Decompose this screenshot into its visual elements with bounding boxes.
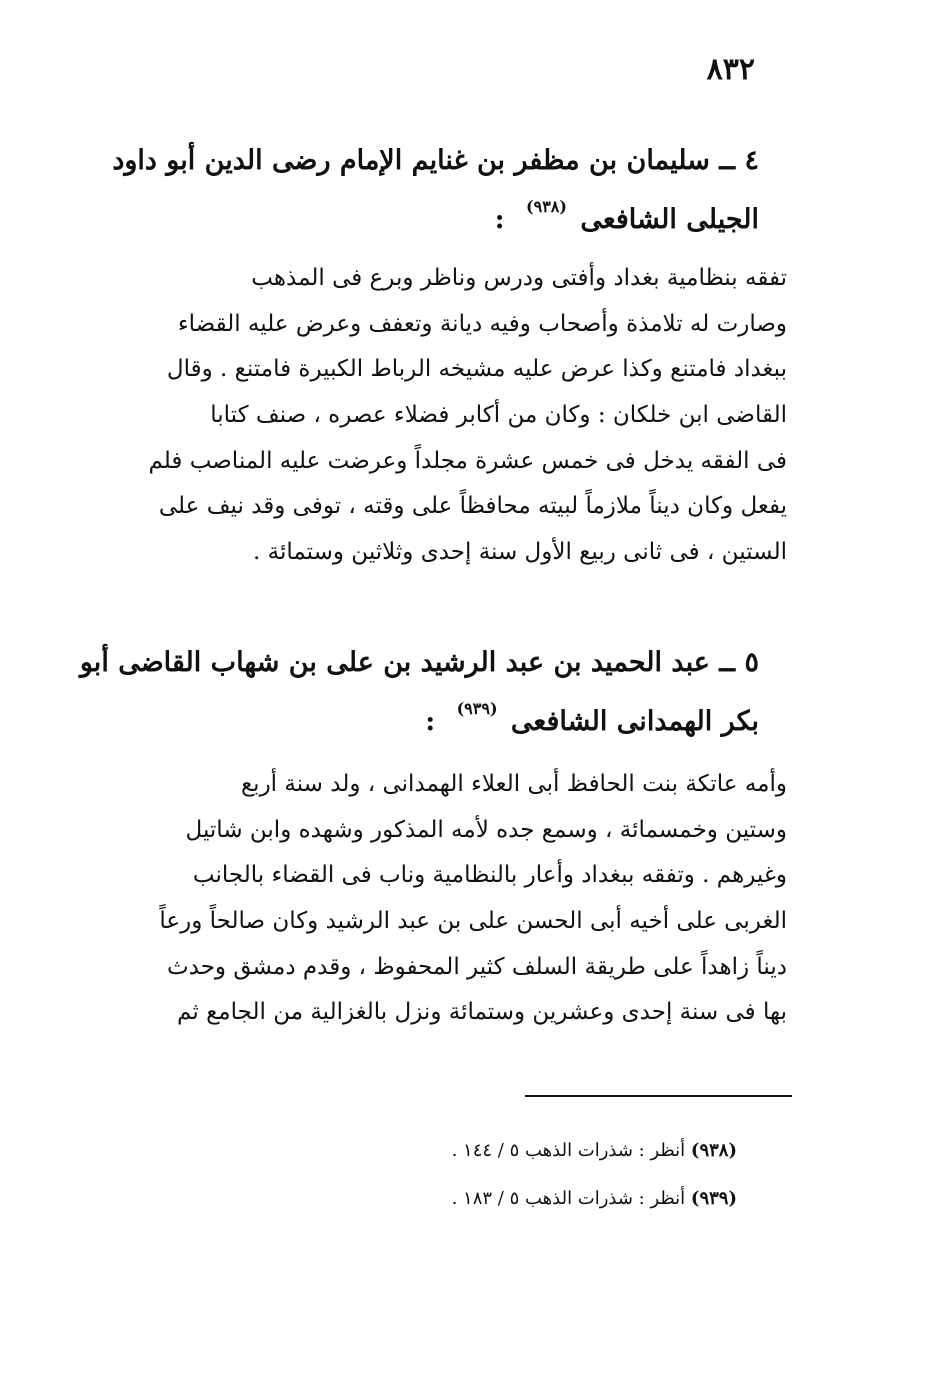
footnote: [217, 1140, 737, 1161]
heading-line: [99, 184, 759, 235]
body-line: فى الفقه يدخل فى خمس عشرة مجلداً وعرضت عليه المناصب فلم: [148, 447, 787, 474]
footnote-number: (٩٣٩): [690, 1188, 737, 1209]
heading-colon: :: [494, 204, 505, 235]
heading-line: ٤ ــ سليمان بن مظفر بن غنايم الإمام رضى الدين أبو داود: [112, 145, 759, 176]
body-line: القاضى ابن خلكان : وكان من أكابر فضلاء عصره ، صنف كتابا: [210, 402, 787, 429]
entry-heading: [99, 138, 759, 235]
heading-line-text: الجيلى الشافعى: [580, 204, 759, 235]
heading-colon: :: [425, 706, 436, 737]
body-line: الستين ، فى ثانى ربيع الأول سنة إحدى وثلاثين وستمائة .: [253, 539, 787, 566]
heading-line-text: بكر الهمدانى الشافعى: [510, 706, 759, 737]
footnote-number: (٩٣٨): [690, 1140, 737, 1161]
body-line: وأمه عاتكة بنت الحافظ أبى العلاء الهمدانى ، ولد سنة أربع: [240, 771, 787, 797]
page-number: ٨٣٢: [706, 52, 755, 87]
footnote: [217, 1188, 737, 1209]
entry-body: [107, 762, 787, 1036]
body-line: وستين وخمسمائة ، وسمع جده لأمه المذكور وشهده وابن شاتيل: [185, 816, 787, 843]
body-line: ببغداد فامتنع وكذا عرض عليه مشيخه الرباط الكبيرة فامتنع . وقال: [166, 356, 787, 383]
footnote-divider: [525, 1095, 792, 1097]
body-line: وصارت له تلامذة وأصحاب وفيه ديانة وتعفف وعرض عليه القضاء: [177, 310, 787, 337]
body-line: يفعل وكان ديناً ملازماً لبيته محافظاً على وقته ، توفى وقد نيف على: [158, 493, 787, 520]
body-line: تفقه بنظامية بغداد وأفتى ودرس وناظر وبرع فى المذهب: [251, 265, 787, 291]
entry-heading: [79, 640, 759, 737]
body-line: الغربى على أخيه أبى الحسن على بن عبد الرشيد وكان صالحاً ورعاً: [159, 908, 787, 935]
body-line: وغيرهم . وتفقه ببغداد وأعار بالنظامية وناب فى القضاء بالجانب: [192, 862, 787, 889]
entry-body: [107, 256, 787, 576]
footnote-reference: (٩٣٨): [526, 197, 567, 216]
footnote-text: أنظر : شذرات الذهب ٥ / ١٨٣ .: [451, 1188, 686, 1209]
body-line: ديناً زاهداً على طريقة السلف كثير المحفوظ ، وقدم دمشق وحدث: [166, 953, 787, 980]
body-line: بها فى سنة إحدى وعشرين وستمائة ونزل بالغزالية من الجامع ثم: [177, 999, 787, 1026]
heading-line: ٥ ــ عبد الحميد بن عبد الرشيد بن على بن شهاب القاضى أبو: [79, 647, 759, 678]
footnote-text: أنظر : شذرات الذهب ٥ / ١٤٤ .: [451, 1140, 686, 1161]
heading-line: [99, 686, 759, 737]
footnote-reference: (٩٣٩): [456, 699, 498, 718]
